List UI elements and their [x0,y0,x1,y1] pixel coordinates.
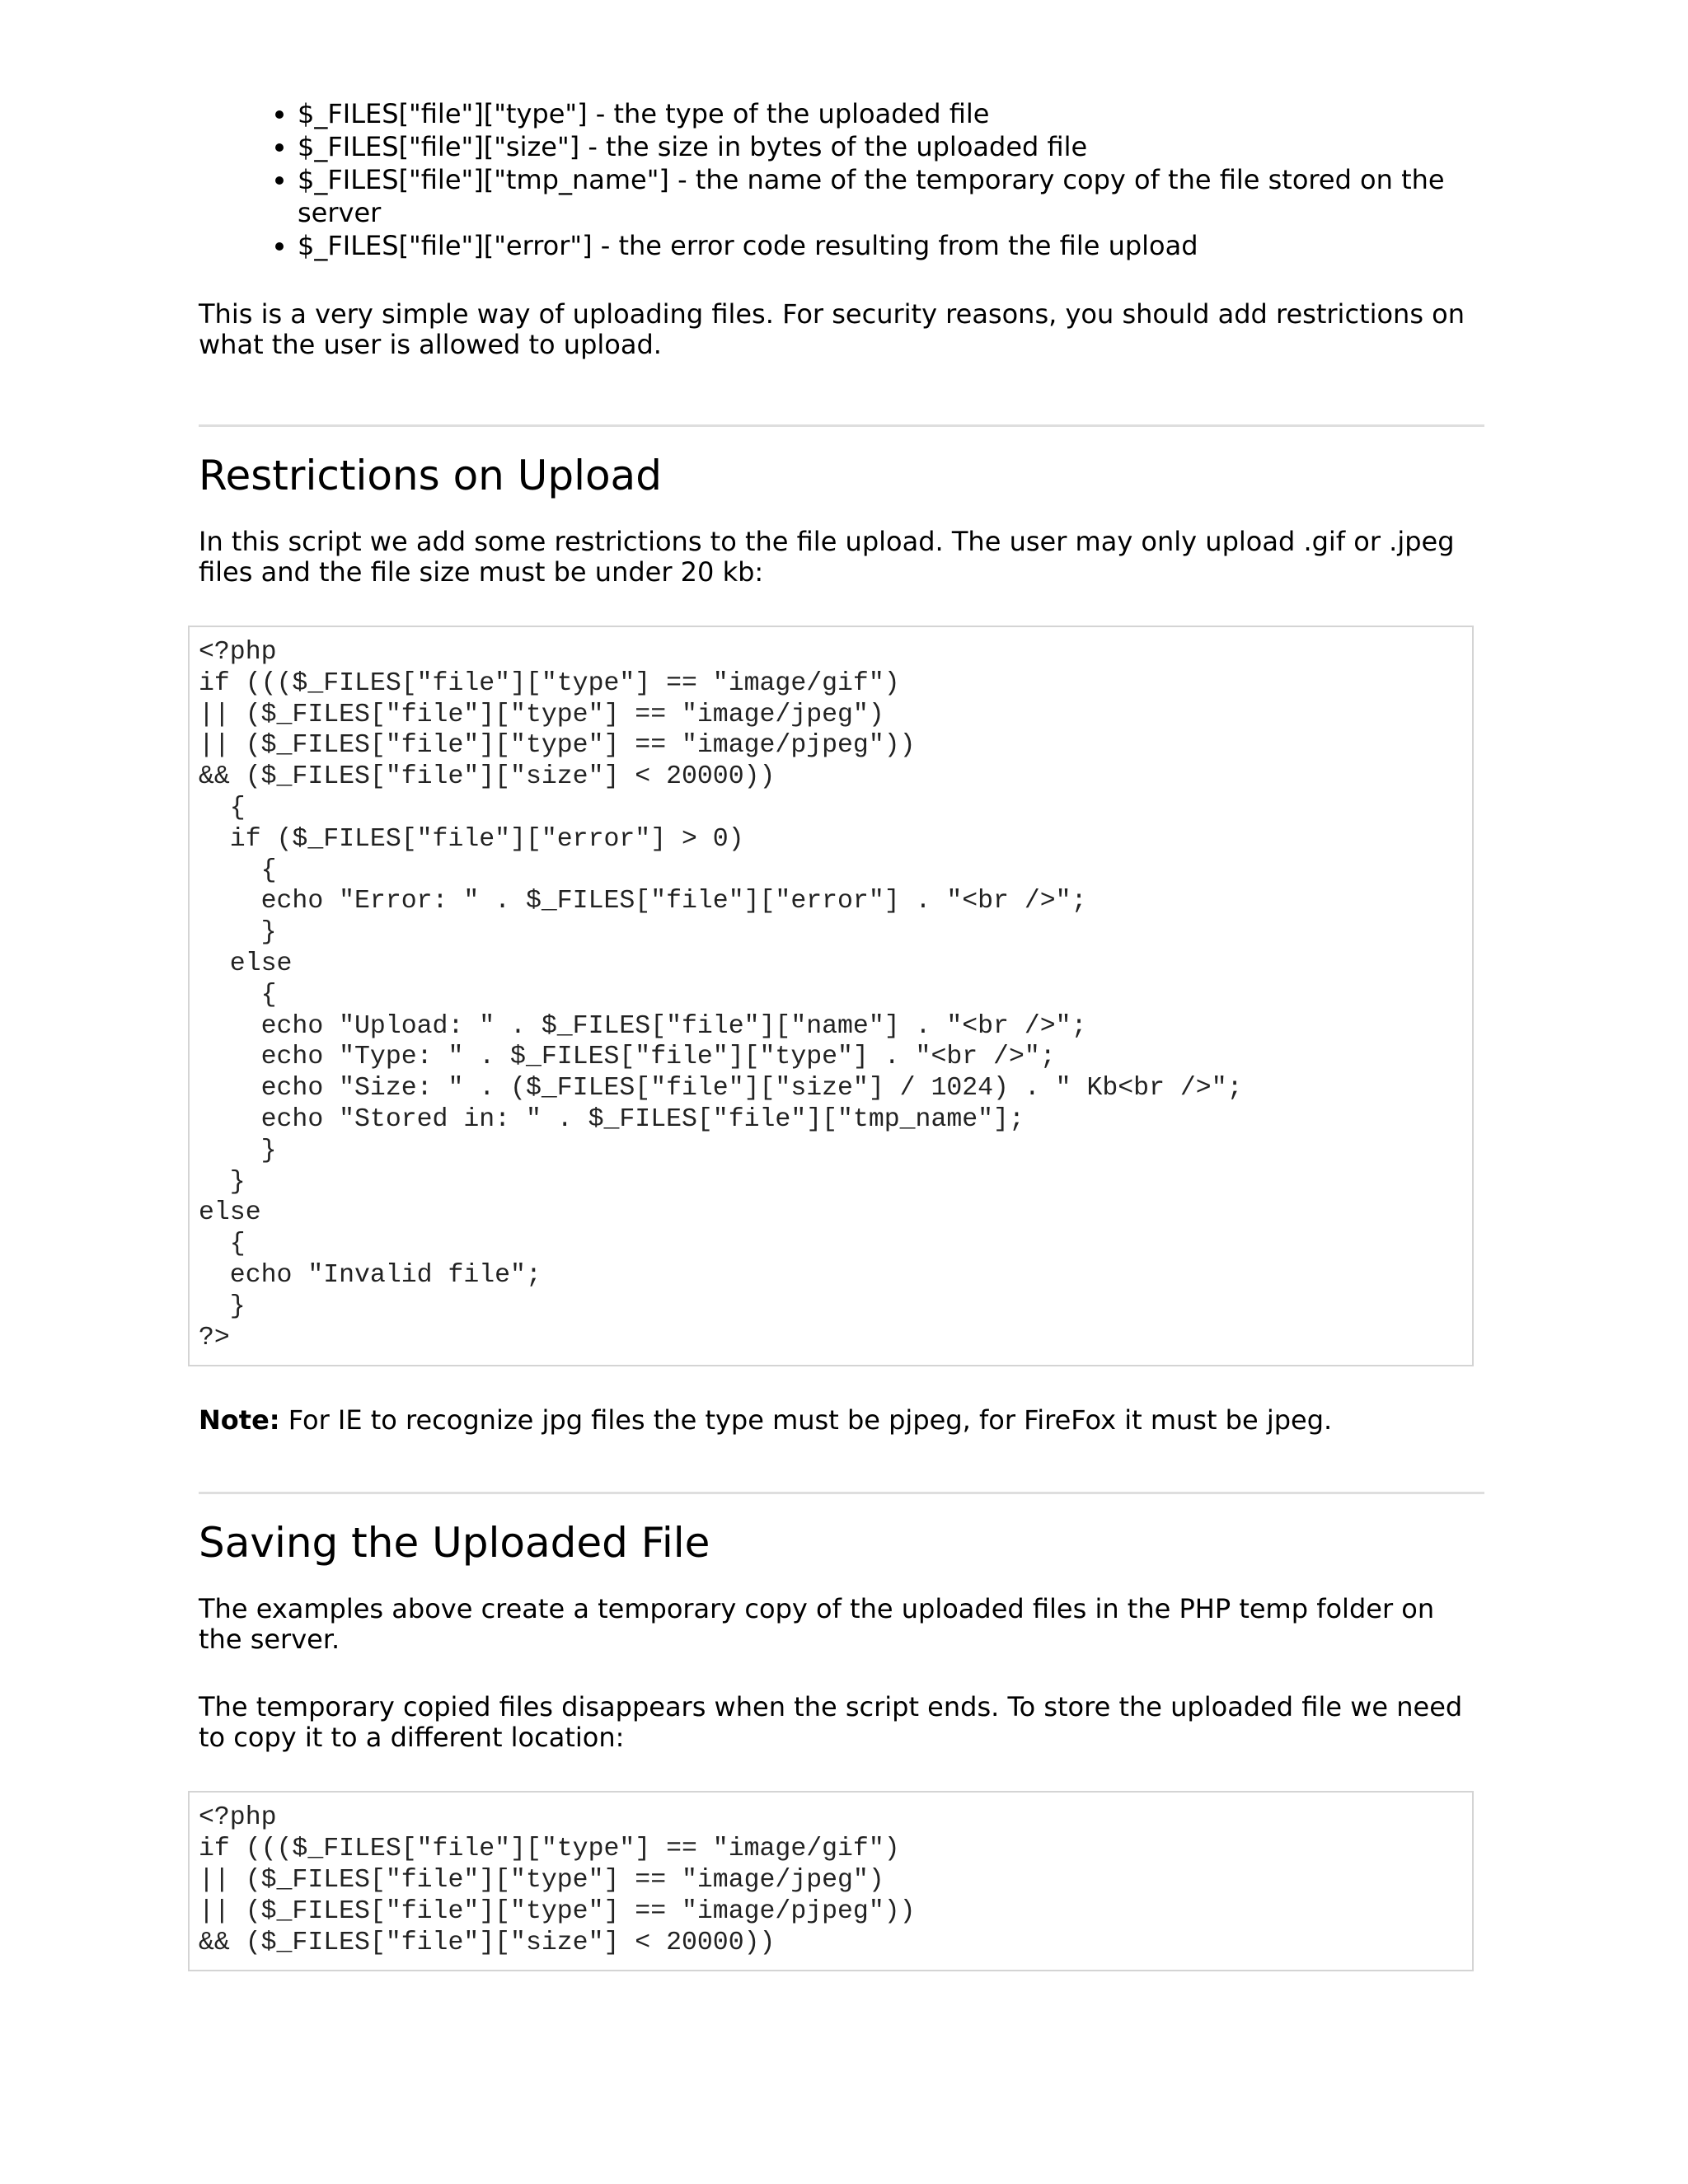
code-line: echo "Size: " . ($_FILES["file"]["size"] / 1024) . " Kb<br />"; [199,1074,1243,1104]
section-divider [199,424,1484,427]
restrictions-heading: Restrictions on Upload [199,452,662,499]
restrictions-paragraph: In this script we add some restrictions to the file upload. The user may only upload .gif or .jpeg files and the file size must be under 20 kb: [199,526,1455,588]
code-line: echo "Upload: " . $_FILES["file"]["name"] . "<br />"; [199,1011,1087,1041]
code-line: ?> [199,1323,230,1352]
note-text: For IE to recognize jpg files the type must be pjpeg, for FireFox it must be jpeg. [279,1404,1333,1436]
code-line: else [199,1198,261,1228]
code-line: { [199,980,277,1010]
code-line: if ((($_FILES["file"]["type"] == "image/gif") [199,1835,900,1864]
code-line: if ((($_FILES["file"]["type"] == "image/gif") [199,668,900,698]
code-line: } [199,918,277,948]
code-line: echo "Error: " . $_FILES["file"]["error"] . "<br />"; [199,887,1087,916]
code-line: && ($_FILES["file"]["size"] < 20000)) [199,1928,776,1957]
section-divider [199,1492,1484,1494]
restrictions-code-block [188,626,1474,1366]
code-line: } [199,1136,277,1165]
code-line: <?php [199,1803,277,1833]
code-line: echo "Type: " . $_FILES["file"]["type"] . "<br />"; [199,1043,1056,1072]
note-label: Note: [199,1404,280,1436]
code-line: echo "Invalid file"; [199,1260,542,1290]
code-line: { [199,793,246,823]
code-line: || ($_FILES["file"]["type"] == "image/jpeg") [199,1865,884,1895]
code-line: || ($_FILES["file"]["type"] == "image/pjpeg")) [199,731,916,761]
saving-paragraph-2: The temporary copied files disappears when the script ends. To store the uploaded file we need to copy it to a different location: [199,1691,1463,1754]
code-line: } [199,1167,246,1197]
code-line: && ($_FILES["file"]["size"] < 20000)) [199,762,776,792]
code-line: <?php [199,638,277,667]
code-line: else [199,949,293,978]
code-line: || ($_FILES["file"]["type"] == "image/jpeg") [199,700,884,729]
upload-note [199,1405,1484,1436]
saving-heading: Saving the Uploaded File [199,1519,710,1568]
code-line: if ($_FILES["file"]["error"] > 0) [199,824,744,854]
code-line: { [199,1230,246,1259]
code-line: } [199,1291,246,1321]
code-line: || ($_FILES["file"]["type"] == "image/pjpeg")) [199,1896,916,1926]
saving-code-block [188,1791,1474,1971]
saving-paragraph-1: The examples above create a temporary copy of the uploaded files in the PHP temp folder on the server. [199,1593,1435,1656]
files-array-bullet-list [199,97,1497,262]
intro-paragraph: This is a very simple way of uploading files. For security reasons, you should add restrictions on what the user is allowed to upload. [199,298,1465,360]
code-line: echo "Stored in: " . $_FILES["file"]["tmp_name"]; [199,1104,1025,1134]
bullet-item: • $_FILES["file"]["type"] - the type of the uploaded file [298,97,1497,130]
bullet-item: • $_FILES["file"]["size"] - the size in bytes of the uploaded file [298,130,1497,163]
document-page [199,97,1497,1971]
code-line: { [199,855,277,885]
bullet-item: • $_FILES["file"]["error"] - the error code resulting from the file upload [298,229,1497,262]
bullet-item: • $_FILES["file"]["tmp_name"] - the name of the temporary copy of the file stored on the server [298,163,1497,229]
